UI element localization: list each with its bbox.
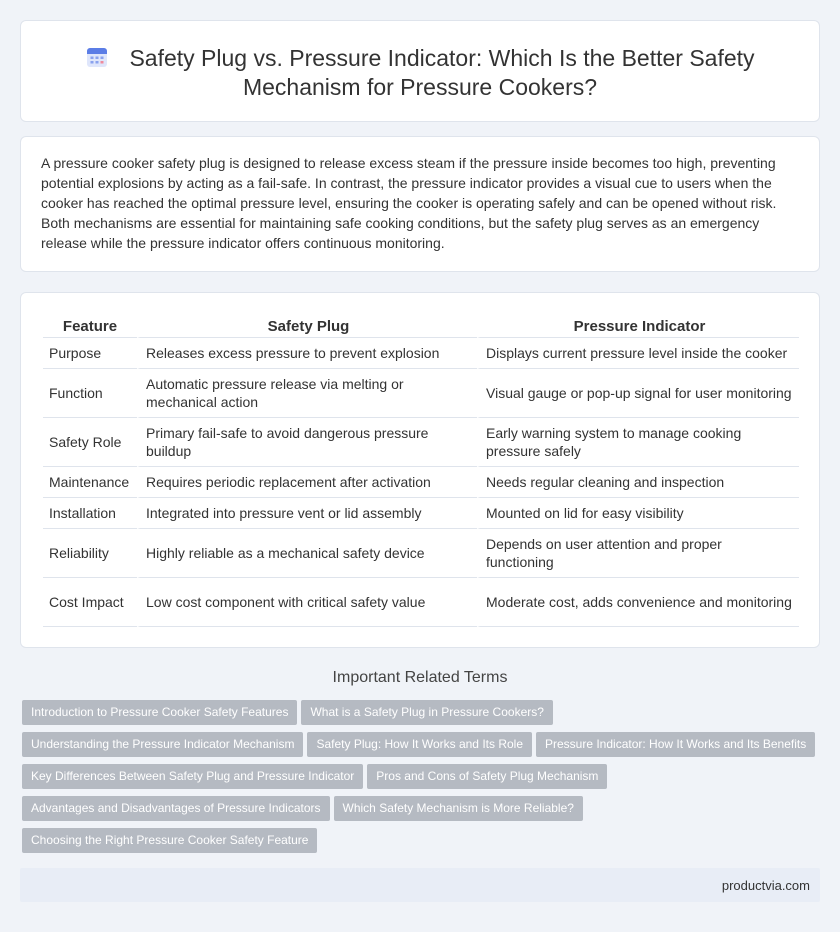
- cell-feature: Maintenance: [43, 467, 137, 498]
- related-term-link[interactable]: Which Safety Mechanism is More Reliable?: [334, 796, 583, 821]
- cell-pressure-indicator: Needs regular cleaning and inspection: [477, 467, 799, 498]
- cell-feature: Cost Impact: [43, 578, 137, 627]
- related-term-link[interactable]: Key Differences Between Safety Plug and Pressure Indicator: [22, 764, 363, 789]
- intro-paragraph: A pressure cooker safety plug is designed to release excess steam if the pressure inside becomes too high, preventing potential explosions by acting as a fail-safe. In contrast, the pressure indicator provides a visual cue to users when the cooker has reached the optimal pressure level, ensuring the cooker is operating safely and can be opened without risk. Both mechanisms are essential for maintaining safe cooking conditions, but the safety plug serves as an emergency release while the pressure indicator offers continuous monitoring.: [41, 155, 777, 251]
- cell-feature: Safety Role: [43, 418, 137, 467]
- cell-pressure-indicator: Displays current pressure level inside the cooker: [477, 338, 799, 369]
- header-pressure-indicator: Pressure Indicator: [477, 315, 799, 338]
- intro-card: [20, 136, 820, 272]
- cell-pressure-indicator: Moderate cost, adds convenience and monitoring: [477, 578, 799, 627]
- cell-safety-plug: Integrated into pressure vent or lid assembly: [137, 498, 477, 529]
- table-row: [43, 467, 799, 498]
- cell-safety-plug: Requires periodic replacement after activation: [137, 467, 477, 498]
- related-term-link[interactable]: Pressure Indicator: How It Works and Its Benefits: [536, 732, 815, 757]
- table-row: [43, 338, 799, 369]
- related-term-link[interactable]: Pros and Cons of Safety Plug Mechanism: [367, 764, 607, 789]
- page-title: Safety Plug vs. Pressure Indicator: Which Is the Better Safety Mechanism for Pressure Cookers?: [129, 45, 755, 100]
- related-term-link[interactable]: What is a Safety Plug in Pressure Cookers?: [301, 700, 552, 725]
- cell-safety-plug: Primary fail-safe to avoid dangerous pressure buildup: [137, 418, 477, 467]
- comparison-card: [20, 292, 820, 648]
- footer: [20, 868, 820, 902]
- related-terms-list: [22, 700, 822, 860]
- table-header-row: [43, 315, 799, 338]
- related-term-link[interactable]: Introduction to Pressure Cooker Safety Features: [22, 700, 297, 725]
- cell-feature: Installation: [43, 498, 137, 529]
- header-safety-plug: Safety Plug: [137, 315, 477, 338]
- table-row: [43, 529, 799, 578]
- cell-feature: Reliability: [43, 529, 137, 578]
- page-title-wrap: [21, 44, 819, 102]
- table-row: [43, 498, 799, 529]
- table-row: [43, 418, 799, 467]
- footer-site-link[interactable]: productvia.com: [721, 878, 810, 893]
- cell-pressure-indicator: Visual gauge or pop-up signal for user monitoring: [477, 369, 799, 418]
- cell-safety-plug: Low cost component with critical safety value: [137, 578, 477, 627]
- table-row: [43, 578, 799, 627]
- cell-pressure-indicator: Early warning system to manage cooking pressure safely: [477, 418, 799, 467]
- cell-safety-plug: Automatic pressure release via melting or mechanical action: [137, 369, 477, 418]
- related-term-link[interactable]: Safety Plug: How It Works and Its Role: [307, 732, 532, 757]
- calendar-icon: [85, 45, 109, 69]
- cell-pressure-indicator: Mounted on lid for easy visibility: [477, 498, 799, 529]
- cell-feature: Function: [43, 369, 137, 418]
- related-term-link[interactable]: Choosing the Right Pressure Cooker Safety Feature: [22, 828, 317, 853]
- title-card: [20, 20, 820, 122]
- cell-safety-plug: Releases excess pressure to prevent explosion: [137, 338, 477, 369]
- cell-safety-plug: Highly reliable as a mechanical safety device: [137, 529, 477, 578]
- related-term-link[interactable]: Understanding the Pressure Indicator Mechanism: [22, 732, 303, 757]
- header-feature: Feature: [43, 315, 137, 338]
- related-terms-title: Important Related Terms: [332, 669, 508, 686]
- comparison-table: [43, 315, 799, 627]
- table-row: [43, 369, 799, 418]
- cell-feature: Purpose: [43, 338, 137, 369]
- cell-pressure-indicator: Depends on user attention and proper functioning: [477, 529, 799, 578]
- related-term-link[interactable]: Advantages and Disadvantages of Pressure Indicators: [22, 796, 330, 821]
